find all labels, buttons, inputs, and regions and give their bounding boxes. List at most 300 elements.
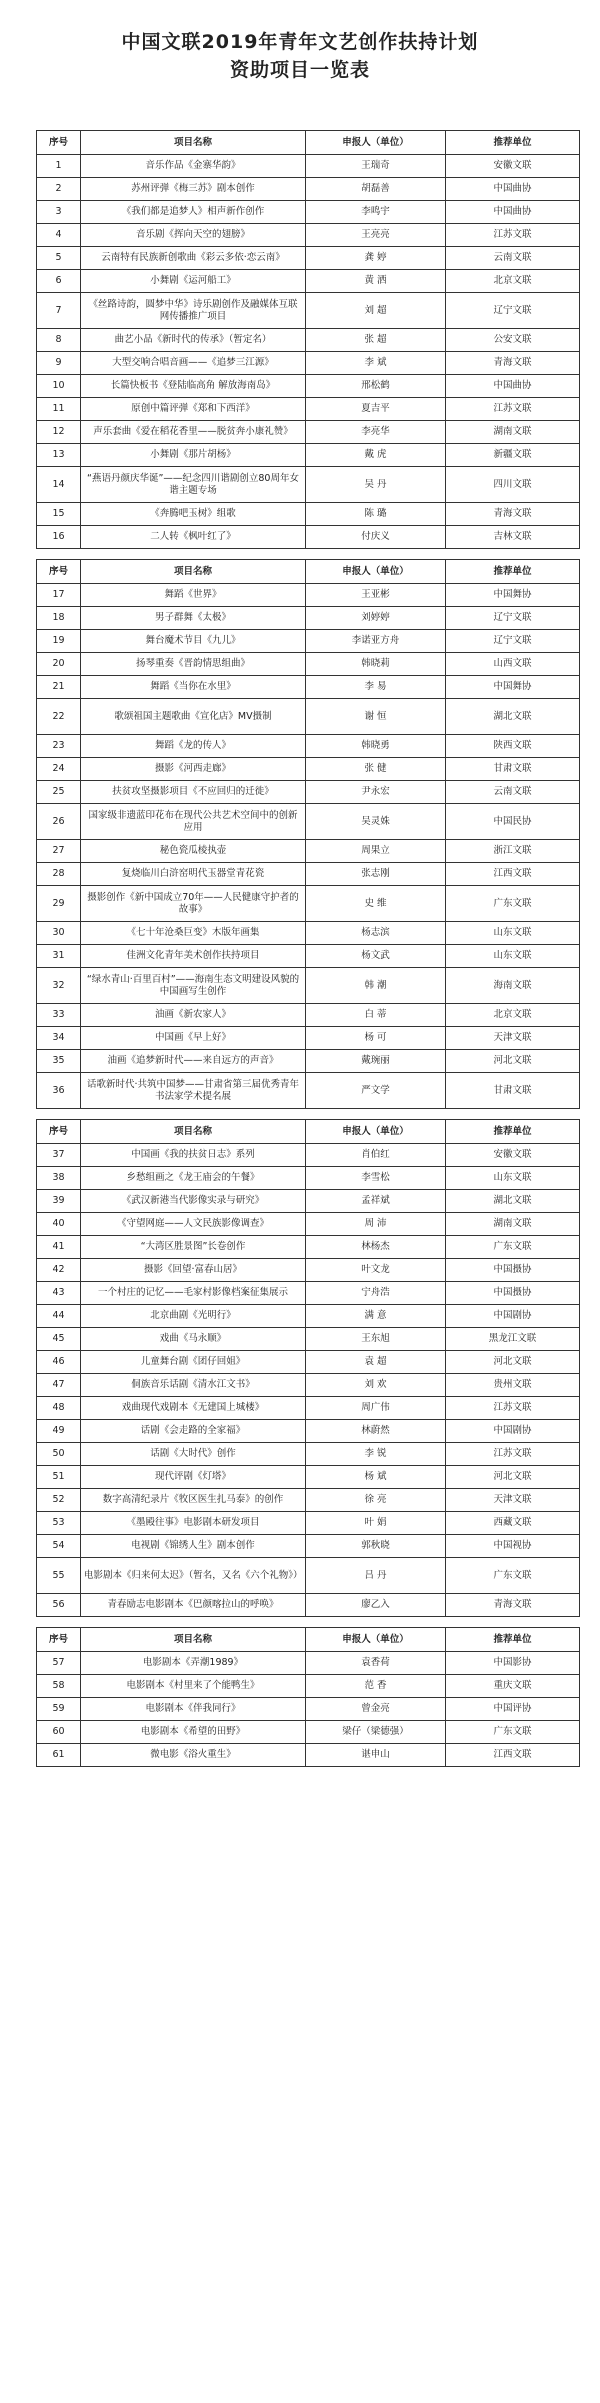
header-applicant: 申报人（单位）: [306, 1628, 446, 1652]
cell-name: 中国画《早上好》: [81, 1027, 306, 1050]
cell-name: 微电影《浴火重生》: [81, 1744, 306, 1767]
cell-unit: 中国民协: [446, 804, 580, 840]
cell-no: 35: [37, 1050, 81, 1073]
cell-name: 男子群舞《太极》: [81, 607, 306, 630]
cell-unit: 广东文联: [446, 1558, 580, 1594]
cell-unit: 中国曲协: [446, 375, 580, 398]
cell-no: 37: [37, 1144, 81, 1167]
table-row: [37, 467, 580, 503]
cell-no: 28: [37, 863, 81, 886]
table-row: [37, 1004, 580, 1027]
cell-no: 39: [37, 1190, 81, 1213]
table-row: [37, 1535, 580, 1558]
cell-applicant: 邢松鹤: [306, 375, 446, 398]
table-row: [37, 1259, 580, 1282]
cell-unit: 山东文联: [446, 1167, 580, 1190]
cell-name: 大型交响合唱音画——《追梦三江源》: [81, 352, 306, 375]
header-no: 序号: [37, 560, 81, 584]
header-no: 序号: [37, 1120, 81, 1144]
cell-name: 佳洲文化青年美术创作扶持项目: [81, 945, 306, 968]
cell-unit: 吉林文联: [446, 526, 580, 549]
cell-unit: 云南文联: [446, 247, 580, 270]
cell-name: 摄影创作《新中国成立70年——人民健康守护者的故事》: [81, 886, 306, 922]
cell-applicant: 韩 潮: [306, 968, 446, 1004]
table-row: [37, 421, 580, 444]
cell-name: 中国画《我的扶贫日志》系列: [81, 1144, 306, 1167]
cell-applicant: 谌申山: [306, 1744, 446, 1767]
table-row: [37, 375, 580, 398]
cell-name: 《我们都是追梦人》相声新作创作: [81, 201, 306, 224]
cell-name: 《武汉新港当代影像实录与研究》: [81, 1190, 306, 1213]
cell-name: 长篇快板书《登陆临高角 解放海南岛》: [81, 375, 306, 398]
cell-applicant: 李 锐: [306, 1443, 446, 1466]
table-row: [37, 735, 580, 758]
cell-applicant: 范 香: [306, 1675, 446, 1698]
cell-applicant: 李 斌: [306, 352, 446, 375]
cell-name: 云南特有民族新创歌曲《彩云多依·恋云南》: [81, 247, 306, 270]
cell-unit: 浙江文联: [446, 840, 580, 863]
cell-no: 40: [37, 1213, 81, 1236]
cell-no: 38: [37, 1167, 81, 1190]
cell-no: 23: [37, 735, 81, 758]
cell-name: 音乐剧《挥向天空的翅膀》: [81, 224, 306, 247]
cell-unit: 天津文联: [446, 1489, 580, 1512]
cell-applicant: 吴 丹: [306, 467, 446, 503]
page-title: [0, 0, 600, 84]
cell-name: 戏曲现代戏剧本《无建国上城楼》: [81, 1397, 306, 1420]
cell-applicant: 刘婷婷: [306, 607, 446, 630]
table-row: [37, 1420, 580, 1443]
table-row: [37, 1073, 580, 1109]
cell-name: 《守望网庭——人文民族影像调查》: [81, 1213, 306, 1236]
cell-no: 8: [37, 329, 81, 352]
cell-unit: 四川文联: [446, 467, 580, 503]
table-header-row: [37, 1628, 580, 1652]
table-row: [37, 1397, 580, 1420]
cell-unit: 江西文联: [446, 863, 580, 886]
table-row: [37, 676, 580, 699]
cell-applicant: 袁 超: [306, 1351, 446, 1374]
cell-applicant: 李 易: [306, 676, 446, 699]
table-row: [37, 1721, 580, 1744]
table-row: [37, 1190, 580, 1213]
table-row: [37, 968, 580, 1004]
cell-no: 11: [37, 398, 81, 421]
table-row: [37, 1512, 580, 1535]
cell-applicant: 张志刚: [306, 863, 446, 886]
cell-name: 秘色瓷瓜棱执壶: [81, 840, 306, 863]
header-name: 项目名称: [81, 560, 306, 584]
cell-no: 7: [37, 293, 81, 329]
project-table-4: [36, 1627, 580, 1767]
cell-name: 电影剧本《村里来了个能鸭生》: [81, 1675, 306, 1698]
cell-unit: 陕西文联: [446, 735, 580, 758]
cell-applicant: 吴灵姝: [306, 804, 446, 840]
cell-no: 22: [37, 699, 81, 735]
table-row: [37, 630, 580, 653]
cell-no: 34: [37, 1027, 81, 1050]
header-unit: 推荐单位: [446, 1120, 580, 1144]
cell-applicant: 付庆义: [306, 526, 446, 549]
table-row: [37, 1698, 580, 1721]
cell-no: 30: [37, 922, 81, 945]
cell-name: 国家级非遗蓝印花布在现代公共艺术空间中的创新应用: [81, 804, 306, 840]
cell-unit: 辽宁文联: [446, 630, 580, 653]
table-row: [37, 1213, 580, 1236]
cell-name: 电视剧《锦绣人生》剧本创作: [81, 1535, 306, 1558]
cell-applicant: 杨 可: [306, 1027, 446, 1050]
cell-no: 1: [37, 155, 81, 178]
header-no: 序号: [37, 131, 81, 155]
cell-name: 电影剧本《弄潮1989》: [81, 1652, 306, 1675]
table-row: [37, 352, 580, 375]
cell-no: 59: [37, 1698, 81, 1721]
cell-applicant: 林杨杰: [306, 1236, 446, 1259]
table-row: [37, 804, 580, 840]
cell-no: 47: [37, 1374, 81, 1397]
table-row: [37, 1236, 580, 1259]
cell-unit: 辽宁文联: [446, 293, 580, 329]
cell-name: 小舞剧《那片胡杨》: [81, 444, 306, 467]
cell-no: 6: [37, 270, 81, 293]
table-row: [37, 1374, 580, 1397]
cell-unit: 河北文联: [446, 1351, 580, 1374]
title-line-1: 中国文联2019年青年文艺创作扶持计划: [121, 31, 479, 53]
cell-name: 《墨殿往事》电影剧本研发项目: [81, 1512, 306, 1535]
cell-applicant: 王亮亮: [306, 224, 446, 247]
cell-unit: 安徽文联: [446, 1144, 580, 1167]
cell-no: 33: [37, 1004, 81, 1027]
cell-unit: 湖北文联: [446, 699, 580, 735]
cell-applicant: 宁舟浩: [306, 1282, 446, 1305]
cell-name: 摄影《回望·富春山居》: [81, 1259, 306, 1282]
table-row: [37, 155, 580, 178]
cell-name: “燕语丹颜庆华诞”——纪念四川谐剧创立80周年女谐主题专场: [81, 467, 306, 503]
cell-applicant: 张 超: [306, 329, 446, 352]
cell-name: 舞蹈《龙的传人》: [81, 735, 306, 758]
header-applicant: 申报人（单位）: [306, 1120, 446, 1144]
cell-no: 16: [37, 526, 81, 549]
table-row: [37, 1167, 580, 1190]
table-row: [37, 1652, 580, 1675]
cell-unit: 山东文联: [446, 922, 580, 945]
table-row: [37, 444, 580, 467]
cell-no: 46: [37, 1351, 81, 1374]
table-header-row: [37, 131, 580, 155]
cell-applicant: 廖乙入: [306, 1594, 446, 1617]
cell-name: 油画《追梦新时代——来自远方的声音》: [81, 1050, 306, 1073]
cell-applicant: 张 健: [306, 758, 446, 781]
cell-unit: 江苏文联: [446, 1443, 580, 1466]
cell-applicant: 刘 超: [306, 293, 446, 329]
table-row: [37, 840, 580, 863]
cell-unit: 青海文联: [446, 503, 580, 526]
cell-unit: 广东文联: [446, 1236, 580, 1259]
cell-name: 《奔腾吧玉树》组歌: [81, 503, 306, 526]
cell-unit: 中国视协: [446, 1535, 580, 1558]
header-no: 序号: [37, 1628, 81, 1652]
cell-no: 26: [37, 804, 81, 840]
table-row: [37, 503, 580, 526]
cell-name: “大湾区胜景图”长卷创作: [81, 1236, 306, 1259]
cell-applicant: 杨 斌: [306, 1466, 446, 1489]
header-name: 项目名称: [81, 131, 306, 155]
cell-no: 60: [37, 1721, 81, 1744]
cell-no: 52: [37, 1489, 81, 1512]
cell-unit: 黑龙江文联: [446, 1328, 580, 1351]
cell-applicant: 李诺亚方舟: [306, 630, 446, 653]
cell-no: 53: [37, 1512, 81, 1535]
header-name: 项目名称: [81, 1628, 306, 1652]
cell-applicant: 叶 娟: [306, 1512, 446, 1535]
cell-no: 9: [37, 352, 81, 375]
cell-unit: 中国评协: [446, 1698, 580, 1721]
cell-unit: 中国摄协: [446, 1282, 580, 1305]
cell-name: 二人转《枫叶红了》: [81, 526, 306, 549]
cell-applicant: 严文学: [306, 1073, 446, 1109]
cell-unit: 中国曲协: [446, 201, 580, 224]
cell-name: 油画《新农家人》: [81, 1004, 306, 1027]
table-gap: [36, 549, 579, 559]
cell-unit: 云南文联: [446, 781, 580, 804]
table-row: [37, 922, 580, 945]
header-unit: 推荐单位: [446, 1628, 580, 1652]
table-row: [37, 1489, 580, 1512]
cell-name: 数字高清纪录片《牧区医生扎马泰》的创作: [81, 1489, 306, 1512]
table-header-row: [37, 1120, 580, 1144]
cell-name: 原创中篇评弹《郑和下西洋》: [81, 398, 306, 421]
cell-no: 27: [37, 840, 81, 863]
cell-name: 《丝路诗韵，圆梦中华》诗乐剧创作及融媒体互联网传播推广项目: [81, 293, 306, 329]
cell-applicant: 周 沛: [306, 1213, 446, 1236]
cell-unit: 天津文联: [446, 1027, 580, 1050]
cell-unit: 安徽文联: [446, 155, 580, 178]
cell-unit: 湖南文联: [446, 421, 580, 444]
table-gap: [36, 1617, 579, 1627]
cell-unit: 江苏文联: [446, 224, 580, 247]
table-row: [37, 1443, 580, 1466]
cell-applicant: 陈 璐: [306, 503, 446, 526]
cell-applicant: 杨文武: [306, 945, 446, 968]
cell-unit: 中国剧协: [446, 1420, 580, 1443]
tables-container: [36, 130, 579, 1767]
cell-no: 36: [37, 1073, 81, 1109]
cell-applicant: 孟祥斌: [306, 1190, 446, 1213]
cell-no: 54: [37, 1535, 81, 1558]
cell-no: 29: [37, 886, 81, 922]
cell-name: 舞台魔术节目《九儿》: [81, 630, 306, 653]
table-row: [37, 1027, 580, 1050]
table-row: [37, 886, 580, 922]
table-row: [37, 1351, 580, 1374]
cell-name: 话剧《会走路的全家福》: [81, 1420, 306, 1443]
header-applicant: 申报人（单位）: [306, 560, 446, 584]
cell-no: 19: [37, 630, 81, 653]
cell-no: 32: [37, 968, 81, 1004]
cell-no: 57: [37, 1652, 81, 1675]
cell-name: 儿童舞台剧《团仔回姐》: [81, 1351, 306, 1374]
table-row: [37, 224, 580, 247]
table-row: [37, 781, 580, 804]
cell-unit: 湖南文联: [446, 1213, 580, 1236]
cell-no: 14: [37, 467, 81, 503]
cell-unit: 北京文联: [446, 270, 580, 293]
cell-name: 歌颂祖国主题歌曲《宣化店》MV摄制: [81, 699, 306, 735]
cell-unit: 广东文联: [446, 886, 580, 922]
cell-unit: 青海文联: [446, 1594, 580, 1617]
cell-no: 10: [37, 375, 81, 398]
cell-name: 声乐套曲《爱在稻花香里——脱贫奔小康礼赞》: [81, 421, 306, 444]
cell-applicant: 李雪松: [306, 1167, 446, 1190]
cell-unit: 湖北文联: [446, 1190, 580, 1213]
table-row: [37, 270, 580, 293]
cell-name: 舞蹈《当你在水里》: [81, 676, 306, 699]
table-row: [37, 863, 580, 886]
table-row: [37, 1675, 580, 1698]
cell-unit: 公安文联: [446, 329, 580, 352]
cell-unit: 山西文联: [446, 653, 580, 676]
cell-applicant: 王东旭: [306, 1328, 446, 1351]
cell-unit: 山东文联: [446, 945, 580, 968]
cell-no: 56: [37, 1594, 81, 1617]
table-gap: [36, 1109, 579, 1119]
cell-unit: 中国摄协: [446, 1259, 580, 1282]
table-row: [37, 178, 580, 201]
cell-name: 小舞剧《运河船工》: [81, 270, 306, 293]
cell-no: 20: [37, 653, 81, 676]
table-row: [37, 1050, 580, 1073]
table-row: [37, 1305, 580, 1328]
table-row: [37, 1558, 580, 1594]
cell-unit: 中国剧协: [446, 1305, 580, 1328]
cell-unit: 河北文联: [446, 1050, 580, 1073]
cell-name: 曲艺小品《新时代的传承》（暂定名）: [81, 329, 306, 352]
cell-no: 21: [37, 676, 81, 699]
cell-unit: 江苏文联: [446, 398, 580, 421]
cell-no: 41: [37, 1236, 81, 1259]
cell-applicant: 王亚彬: [306, 584, 446, 607]
cell-unit: 河北文联: [446, 1466, 580, 1489]
cell-unit: 重庆文联: [446, 1675, 580, 1698]
cell-no: 45: [37, 1328, 81, 1351]
cell-no: 61: [37, 1744, 81, 1767]
cell-applicant: 杨志滨: [306, 922, 446, 945]
cell-applicant: 林蔚然: [306, 1420, 446, 1443]
cell-name: 电影剧本《归来何太迟》（暂名，又名《六个礼物》）: [81, 1558, 306, 1594]
cell-no: 17: [37, 584, 81, 607]
cell-name: “绿水青山·百里百村”——海南生态文明建设风貌的中国画写生创作: [81, 968, 306, 1004]
cell-unit: 广东文联: [446, 1721, 580, 1744]
cell-applicant: 周果立: [306, 840, 446, 863]
cell-name: 舞蹈《世界》: [81, 584, 306, 607]
cell-applicant: 龚 婷: [306, 247, 446, 270]
header-applicant: 申报人（单位）: [306, 131, 446, 155]
table-row: [37, 758, 580, 781]
cell-applicant: 刘 欢: [306, 1374, 446, 1397]
header-name: 项目名称: [81, 1120, 306, 1144]
cell-no: 43: [37, 1282, 81, 1305]
cell-applicant: 韩晓勇: [306, 735, 446, 758]
cell-applicant: 夏吉平: [306, 398, 446, 421]
table-row: [37, 1594, 580, 1617]
cell-unit: 贵州文联: [446, 1374, 580, 1397]
cell-applicant: 谢 恒: [306, 699, 446, 735]
cell-no: 55: [37, 1558, 81, 1594]
table-row: [37, 398, 580, 421]
table-row: [37, 329, 580, 352]
cell-name: 一个村庄的记忆——毛家村影像档案征集展示: [81, 1282, 306, 1305]
cell-name: 电影剧本《希望的田野》: [81, 1721, 306, 1744]
table-row: [37, 1328, 580, 1351]
cell-applicant: 韩晓莉: [306, 653, 446, 676]
cell-unit: 新疆文联: [446, 444, 580, 467]
title-line-2: 资助项目一览表: [229, 59, 370, 81]
cell-applicant: 曾金亮: [306, 1698, 446, 1721]
cell-no: 58: [37, 1675, 81, 1698]
cell-name: 话歌新时代·共筑中国梦——甘肃省第三届优秀青年书法家学术提名展: [81, 1073, 306, 1109]
cell-no: 18: [37, 607, 81, 630]
table-row: [37, 293, 580, 329]
cell-no: 3: [37, 201, 81, 224]
cell-applicant: 戴 虎: [306, 444, 446, 467]
table-row: [37, 526, 580, 549]
cell-no: 50: [37, 1443, 81, 1466]
cell-unit: 北京文联: [446, 1004, 580, 1027]
cell-applicant: 叶文龙: [306, 1259, 446, 1282]
cell-name: 北京曲剧《光明行》: [81, 1305, 306, 1328]
table-row: [37, 1282, 580, 1305]
cell-no: 13: [37, 444, 81, 467]
cell-applicant: 吕 丹: [306, 1558, 446, 1594]
cell-name: 音乐作品《金寨华韵》: [81, 155, 306, 178]
cell-unit: 西藏文联: [446, 1512, 580, 1535]
cell-name: 电影剧本《伴我同行》: [81, 1698, 306, 1721]
table-row: [37, 1744, 580, 1767]
table-header-row: [37, 560, 580, 584]
cell-no: 25: [37, 781, 81, 804]
table-row: [37, 699, 580, 735]
table-row: [37, 247, 580, 270]
project-table-3: [36, 1119, 580, 1617]
cell-applicant: 尹永宏: [306, 781, 446, 804]
cell-unit: 中国舞协: [446, 584, 580, 607]
table-row: [37, 945, 580, 968]
cell-unit: 辽宁文联: [446, 607, 580, 630]
cell-name: 复烧临川白浒窑明代玉器堂青花瓷: [81, 863, 306, 886]
cell-no: 5: [37, 247, 81, 270]
cell-no: 24: [37, 758, 81, 781]
cell-name: 《七十年沧桑巨变》木版年画集: [81, 922, 306, 945]
cell-name: 扶贫攻坚摄影项目《不应回归的迁徙》: [81, 781, 306, 804]
cell-no: 42: [37, 1259, 81, 1282]
cell-name: 侗族音乐话剧《清水江文书》: [81, 1374, 306, 1397]
header-unit: 推荐单位: [446, 131, 580, 155]
cell-unit: 江西文联: [446, 1744, 580, 1767]
cell-name: 摄影《河西走廊》: [81, 758, 306, 781]
table-row: [37, 201, 580, 224]
cell-unit: 中国影协: [446, 1652, 580, 1675]
cell-unit: 甘肃文联: [446, 1073, 580, 1109]
cell-no: 44: [37, 1305, 81, 1328]
cell-name: 扬琴重奏《晋韵情思组曲》: [81, 653, 306, 676]
cell-name: 话剧《大时代》创作: [81, 1443, 306, 1466]
cell-unit: 海南文联: [446, 968, 580, 1004]
cell-unit: 中国舞协: [446, 676, 580, 699]
cell-applicant: 白 蒂: [306, 1004, 446, 1027]
cell-no: 4: [37, 224, 81, 247]
cell-unit: 江苏文联: [446, 1397, 580, 1420]
cell-applicant: 徐 亮: [306, 1489, 446, 1512]
